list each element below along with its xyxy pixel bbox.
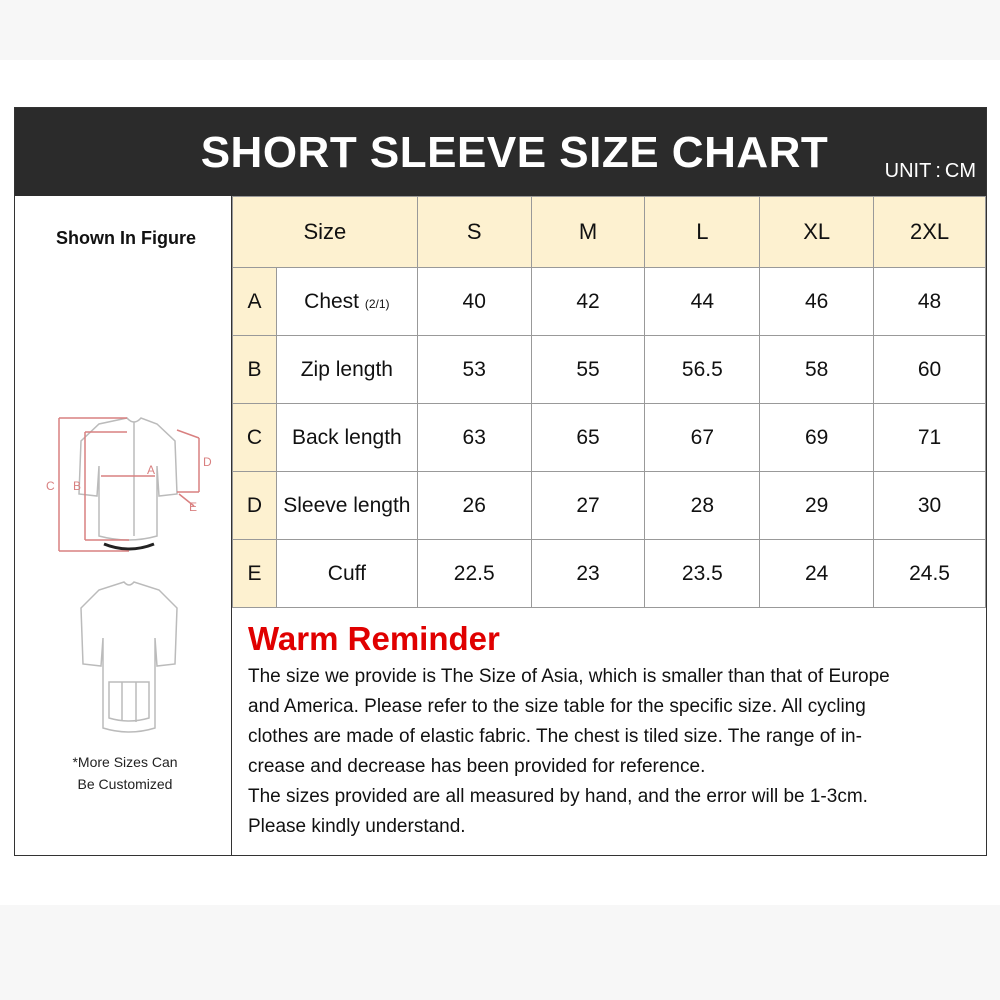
reminder-line: The size we provide is The Size of Asia, which is smaller than that of Europe xyxy=(248,666,890,687)
value-cell: 71 xyxy=(874,404,986,472)
reminder-line: The sizes provided are all measured by hand, and the error will be 1-3cm. xyxy=(248,786,868,807)
size-header-cell: Size xyxy=(233,197,418,268)
label-b: B xyxy=(73,479,82,493)
value-cell: 22.5 xyxy=(417,540,531,608)
value-cell: 67 xyxy=(645,404,760,472)
label-e: E xyxy=(189,500,198,514)
row-name: Zip length xyxy=(276,336,417,404)
reminder-title: Warm Reminder xyxy=(248,620,500,657)
warm-reminder xyxy=(232,608,986,842)
value-cell: 24 xyxy=(760,540,874,608)
value-cell: 56.5 xyxy=(645,336,760,404)
top-background-band xyxy=(0,0,1000,60)
jersey-front-icon xyxy=(79,418,177,540)
label-a: A xyxy=(147,463,156,477)
value-cell: 63 xyxy=(417,404,531,472)
bottom-background-band xyxy=(0,905,1000,1000)
figure-panel xyxy=(15,196,232,855)
value-cell: 65 xyxy=(531,404,645,472)
shown-in-figure-label: Shown In Figure xyxy=(56,228,196,248)
row-letter: E xyxy=(233,540,277,608)
row-name xyxy=(276,268,417,336)
row-name: Cuff xyxy=(276,540,417,608)
custom-sizes-note xyxy=(15,751,235,795)
value-cell: 26 xyxy=(417,472,531,540)
value-cell: 27 xyxy=(531,472,645,540)
value-cell: 29 xyxy=(760,472,874,540)
size-chart xyxy=(14,107,987,856)
table-row xyxy=(233,404,986,472)
table-row xyxy=(233,268,986,336)
value-cell: 28 xyxy=(645,472,760,540)
row-name-note: (2/1) xyxy=(364,296,390,311)
reminder-line: and America. Please refer to the size table for the specific size. All cycling xyxy=(248,696,866,717)
value-cell: 40 xyxy=(417,268,531,336)
reminder-line: Please kindly understand. xyxy=(248,816,466,837)
row-letter: D xyxy=(233,472,277,540)
value-cell: 42 xyxy=(531,268,645,336)
row-letter: A xyxy=(233,268,277,336)
size-xl-header: XL xyxy=(760,197,874,268)
row-name-text: Chest xyxy=(304,289,360,313)
size-2xl-header: 2XL xyxy=(874,197,986,268)
jersey-back-icon xyxy=(81,582,177,732)
value-cell: 60 xyxy=(874,336,986,404)
reminder-line: clothes are made of elastic fabric. The chest is tiled size. The range of in- xyxy=(248,726,862,747)
value-cell: 69 xyxy=(760,404,874,472)
table-row xyxy=(233,336,986,404)
value-cell: 24.5 xyxy=(874,540,986,608)
size-table xyxy=(232,196,986,608)
size-m-header: M xyxy=(531,197,645,268)
jersey-hem-icon xyxy=(104,544,154,549)
value-cell: 48 xyxy=(874,268,986,336)
row-name: Back length xyxy=(276,404,417,472)
label-d: D xyxy=(203,455,212,469)
value-cell: 58 xyxy=(760,336,874,404)
table-row xyxy=(233,472,986,540)
value-cell: 44 xyxy=(645,268,760,336)
size-s-header: S xyxy=(417,197,531,268)
value-cell: 30 xyxy=(874,472,986,540)
table-header-row xyxy=(233,197,986,268)
value-cell: 46 xyxy=(760,268,874,336)
label-c: C xyxy=(46,479,55,493)
reminder-line: crease and decrease has been provided for reference. xyxy=(248,756,706,777)
row-letter: B xyxy=(233,336,277,404)
value-cell: 23.5 xyxy=(645,540,760,608)
value-cell: 53 xyxy=(417,336,531,404)
row-letter: C xyxy=(233,404,277,472)
size-l-header: L xyxy=(645,197,760,268)
custom-note-line2: Be Customized xyxy=(77,776,173,792)
jersey-measurement-figure xyxy=(29,346,229,736)
chart-title: SHORT SLEEVE SIZE CHART xyxy=(200,128,829,177)
table-row xyxy=(233,540,986,608)
value-cell: 55 xyxy=(531,336,645,404)
chart-header xyxy=(15,108,986,196)
value-cell: 23 xyxy=(531,540,645,608)
custom-note-line1: *More Sizes Can xyxy=(72,754,178,770)
unit-label: UNIT : CM xyxy=(884,160,976,182)
row-name: Sleeve length xyxy=(276,472,417,540)
